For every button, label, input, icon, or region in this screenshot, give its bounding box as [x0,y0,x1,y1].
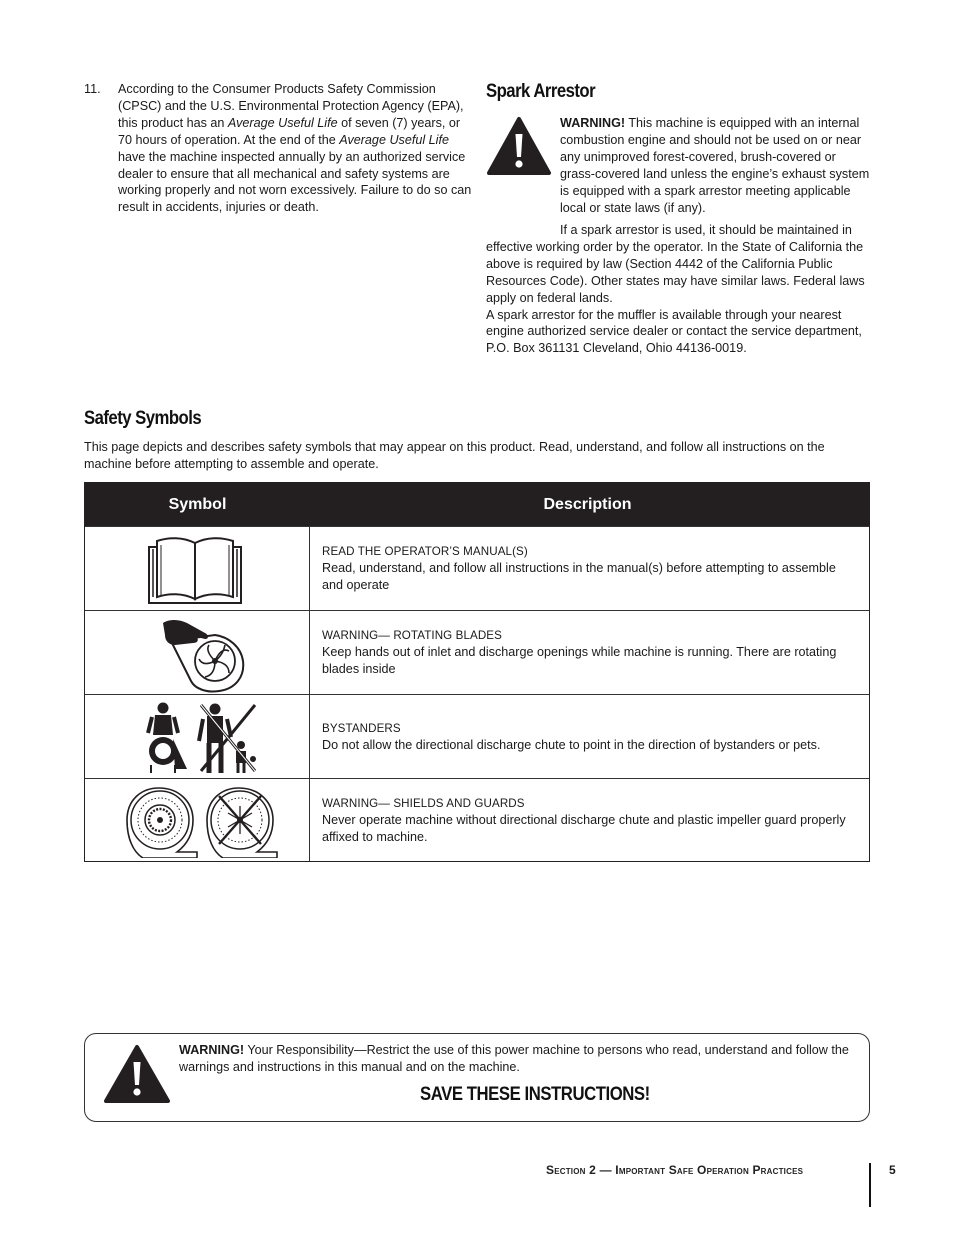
description-cell [310,611,869,694]
manual-book-icon [147,535,243,605]
warning-triangle-icon [486,116,552,176]
header-description: Description [543,495,632,513]
warning-label: WARNING! [179,1043,245,1057]
symbol-text: Keep hands out of inlet and discharge openings while machine is running. There are rotating blades inside [322,645,837,676]
shields-guards-icon [123,784,283,858]
symbol-caption: WARNING— ROTATING BLADES [322,629,502,642]
table-row [85,610,869,694]
spark-arrestor-title: Spark Arrestor [486,81,596,102]
safety-symbols-table [84,482,870,862]
spark-arrestor-warning [560,115,870,216]
bystanders-icon [143,701,259,775]
item-11-text [118,81,474,216]
symbol-caption: READ THE OPERATOR’S MANUAL(S) [322,545,528,558]
warning-label: WARNING! [560,116,626,130]
responsibility-warning-text [179,1042,859,1076]
symbol-cell [85,695,310,778]
symbol-caption: WARNING— SHIELDS AND GUARDS [322,796,525,810]
table-row [85,526,869,610]
table-header [85,483,869,526]
warning-triangle-icon [103,1044,171,1104]
item-11-text-b: of seven (7) years, or 70 hours of operation. At the end of the [118,115,461,147]
description-cell [310,779,869,861]
symbol-caption: BYSTANDERS [322,721,401,735]
page-number: 5 [889,1163,896,1177]
spark-arrestor-para-1: If a spark arrestor is used, it should be maintained in effective working order by the operator. In the State of California the above is required by law (Section 4442 of the California Public Resources Code). Other states may have similar laws. Federal laws apply on federal lands. [486,223,865,305]
safety-symbols-intro: This page depicts and describes safety symbols that may appear on this product. Read, understand, and follow all instructions on the machine before attempting to assemble and operate. [84,440,825,471]
item-number: 11. [84,82,101,96]
item-11-text-c: have the machine inspected annually by an authorized service dealer to ensure that all mechanical and safety systems are working properly and not worn excessively. Failure to do so can result in accidents, injuries or death. [118,149,472,215]
symbol-cell [85,527,310,610]
item-11-italic-a: Average Useful Life [227,115,338,130]
item-11-italic-b: Average Useful Life [339,132,449,147]
safety-symbols-title: Safety Symbols [84,408,202,429]
description-cell [310,695,869,778]
description-cell [310,527,869,610]
symbol-text: Do not allow the directional discharge chute to point in the direction of bystanders or pets. [322,737,821,752]
footer-section-title: Section 2 — Important Safe Operation Practices [546,1163,804,1177]
spark-arrestor-para-2: A spark arrestor for the muffler is available through your nearest engine authorized service dealer or contact the service department, P.O. Box 361131 Cleveland, Ohio 44136-0019. [486,307,862,356]
footer-divider [869,1163,871,1207]
table-row [85,694,869,778]
symbol-cell [85,779,310,861]
item-11 [84,81,474,216]
rotating-blades-hand-icon [161,615,247,693]
symbol-cell [85,611,310,694]
warning-text: This machine is equipped with an internal combustion engine and should not be used on or near any unimproved forest-covered, brush-covered or grass-covered land unless the engine’s exhaust system is equipped with a spark arrestor meeting applicable local or state laws (if any). [560,116,870,215]
header-symbol: Symbol [168,495,227,513]
item-11-text-a: According to the Consumer Products Safety Commission (CPSC) and the U.S. Environmental Protection Agency (EPA), this product has an [118,82,464,130]
save-instructions-heading: SAVE THESE INSTRUCTIONS! [420,1084,650,1105]
table-row [85,778,869,861]
symbol-text: Read, understand, and follow all instructions in the manual(s) before attempting to assemble and operate [322,561,836,592]
symbol-text: Never operate machine without directional discharge chute and plastic impeller guard properly affixed to machine. [322,812,846,844]
warning-text: Your Responsibility—Restrict the use of this power machine to persons who read, understand and follow the warnings and instructions in this manual and on the machine. [179,1043,849,1074]
spark-arrestor-body [486,222,870,357]
